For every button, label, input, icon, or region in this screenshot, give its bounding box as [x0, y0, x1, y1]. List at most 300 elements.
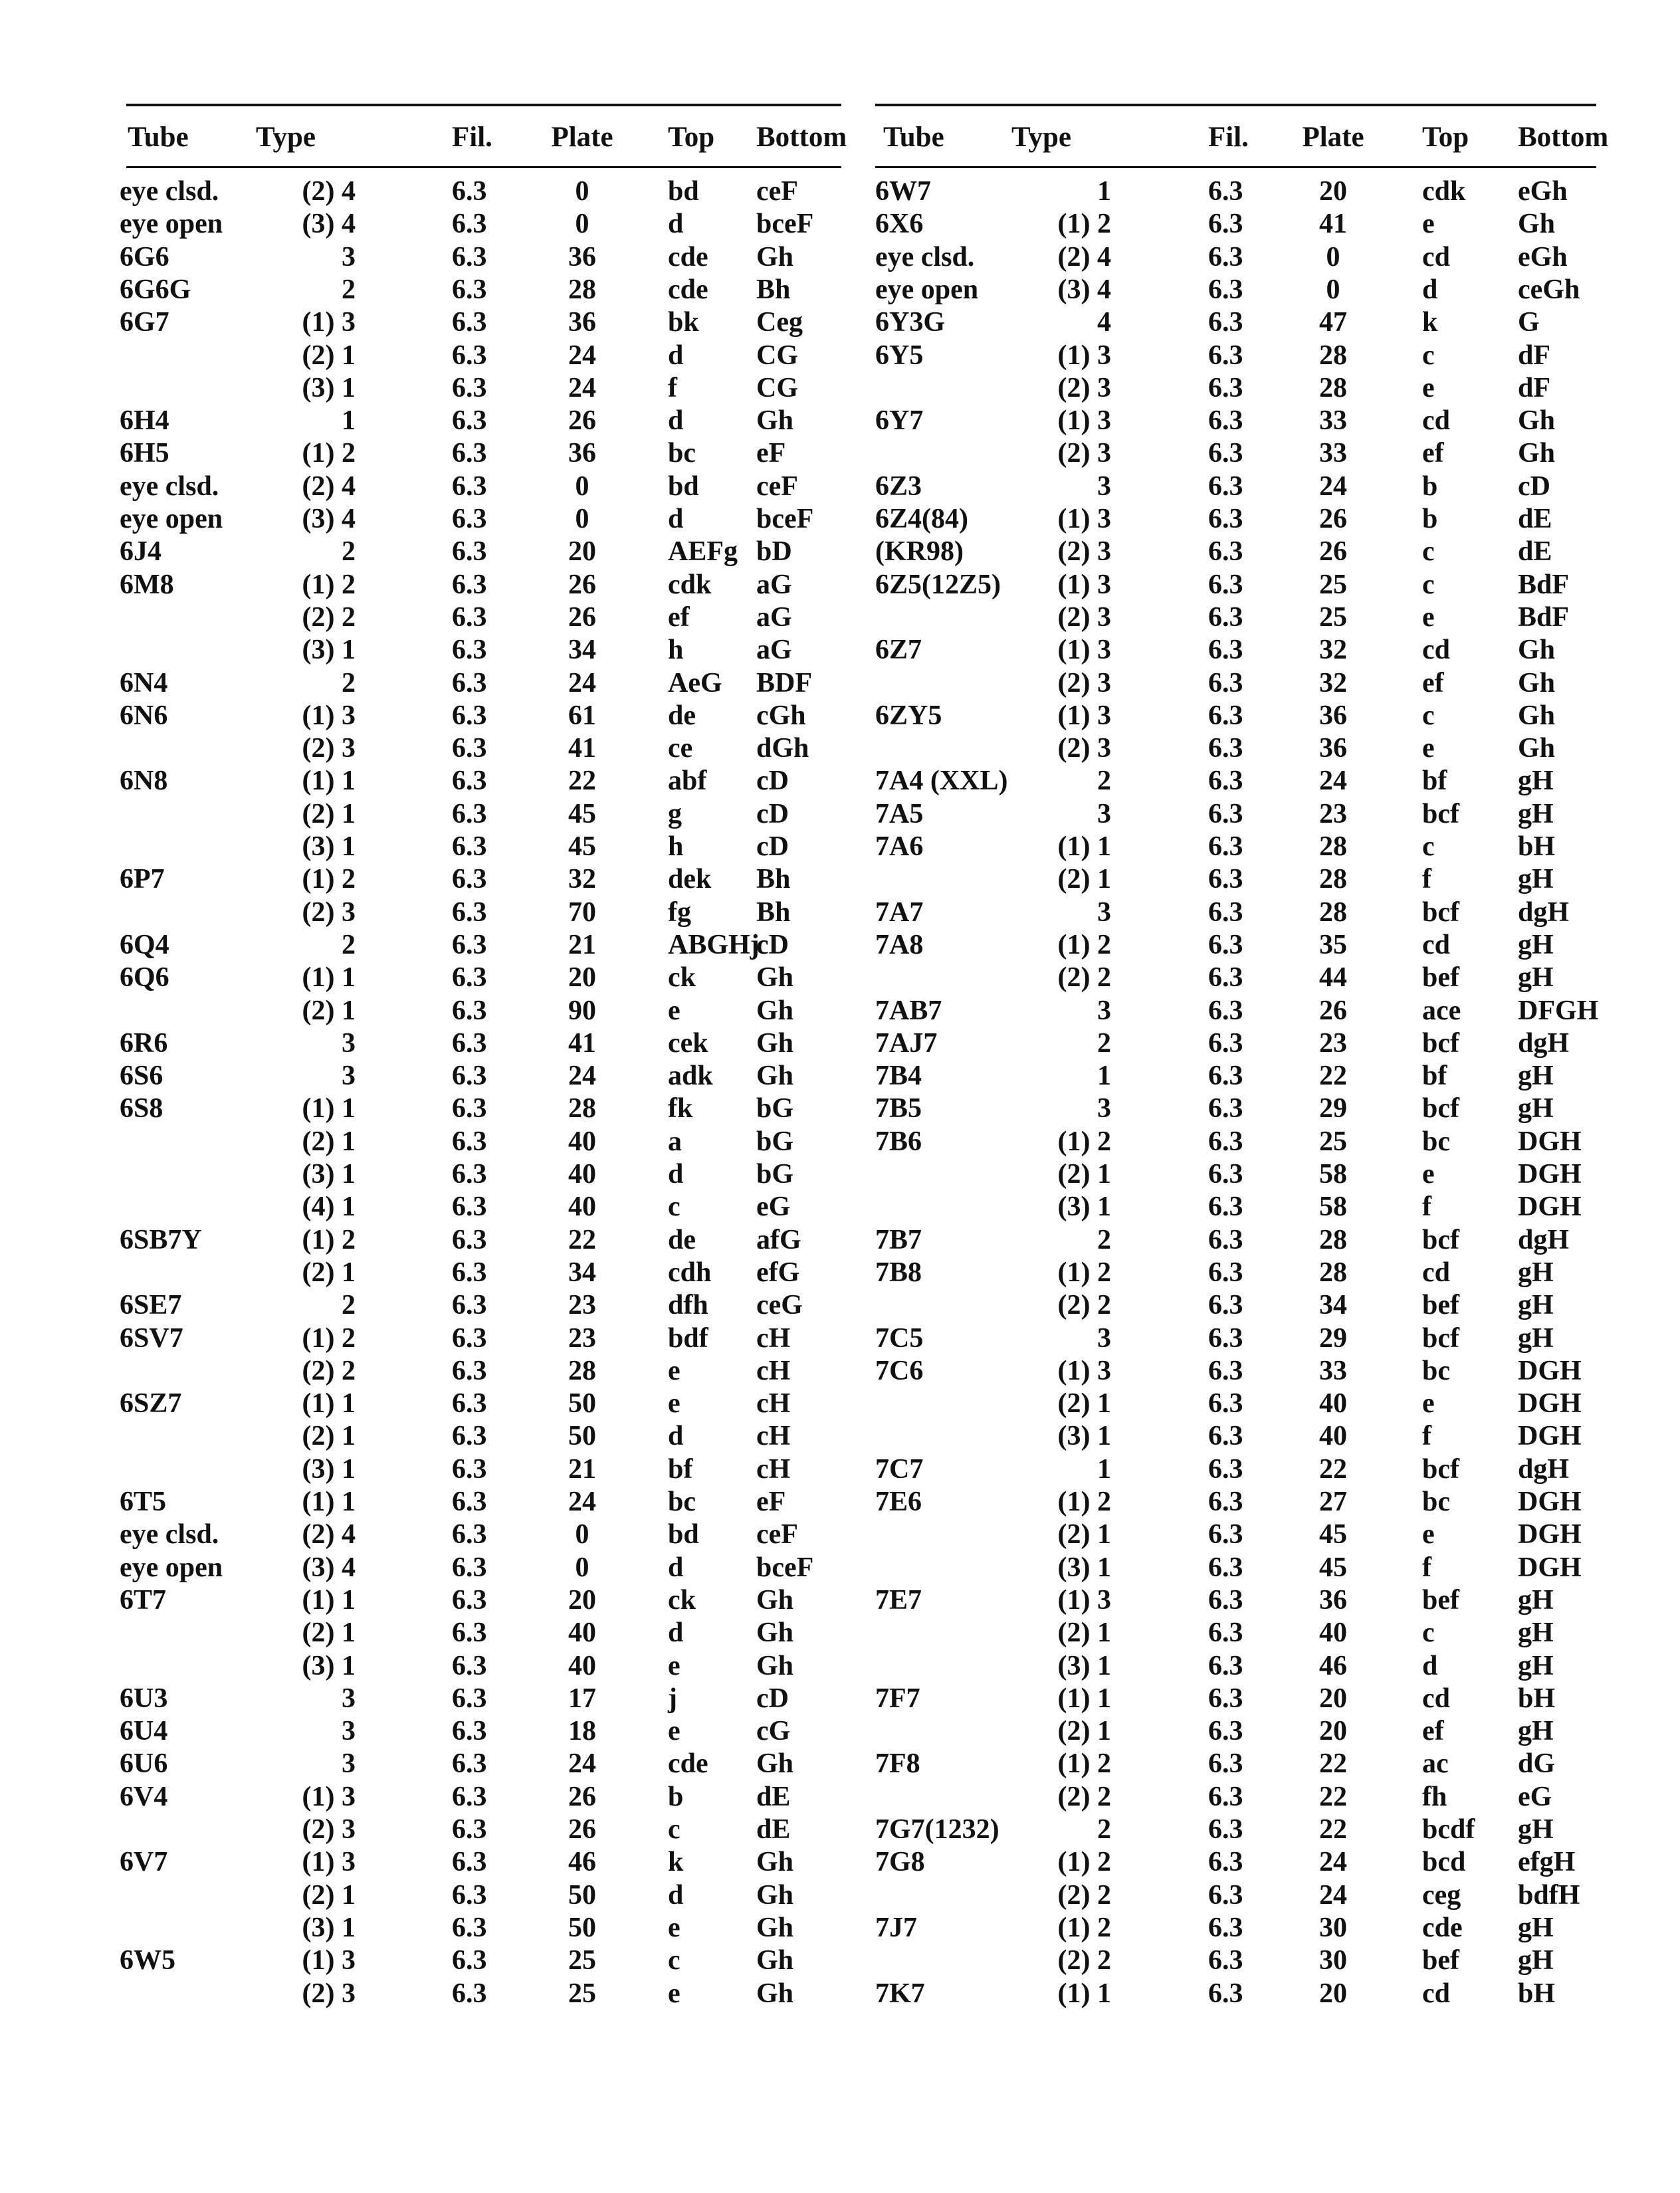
cell-bottom: eGh — [1518, 176, 1568, 207]
cell-top: bd — [668, 470, 699, 502]
cell-type: (1) 2 — [302, 569, 356, 600]
cell-plate: 36 — [568, 438, 596, 469]
cell-tube: 7A7 — [875, 896, 924, 928]
cell-plate: 28 — [1319, 864, 1347, 895]
cell-top: e — [668, 1650, 681, 1681]
cell-plate: 0 — [575, 176, 589, 207]
cell-type: 2 — [1097, 1224, 1111, 1255]
cell-top: cd — [1422, 241, 1450, 272]
cell-plate: 40 — [568, 1650, 596, 1681]
cell-type: (4) 1 — [302, 1192, 356, 1223]
cell-filament: 6.3 — [452, 1519, 487, 1550]
cell-tube: 6Y3G — [875, 307, 945, 338]
cell-filament: 6.3 — [452, 962, 487, 993]
cell-tube: 7A4 (XXL) — [875, 766, 1008, 797]
cell-bottom: bdfH — [1518, 1879, 1580, 1911]
cell-plate: 24 — [568, 340, 596, 371]
cell-tube: 6W5 — [120, 1945, 175, 1976]
cell-bottom: Gh — [756, 1618, 794, 1649]
cell-filament: 6.3 — [1208, 340, 1243, 371]
cell-bottom: gH — [1518, 1061, 1554, 1092]
cell-plate: 24 — [568, 1748, 596, 1780]
cell-filament: 6.3 — [1208, 1257, 1243, 1288]
cell-type: (3) 1 — [1057, 1192, 1111, 1223]
cell-plate: 70 — [568, 896, 596, 928]
cell-tube: 7G8 — [875, 1847, 925, 1878]
cell-bottom: gH — [1518, 1716, 1554, 1747]
cell-bottom: bceF — [756, 209, 814, 240]
cell-tube: 6Z7 — [875, 635, 922, 666]
cell-plate: 26 — [1319, 995, 1347, 1026]
cell-top: ceg — [1422, 1879, 1461, 1911]
cell-top: bcf — [1422, 1322, 1459, 1354]
cell-filament: 6.3 — [1208, 929, 1243, 960]
cell-filament: 6.3 — [1208, 1748, 1243, 1780]
cell-plate: 23 — [568, 1322, 596, 1354]
cell-plate: 40 — [1319, 1421, 1347, 1452]
cell-filament: 6.3 — [1208, 1945, 1243, 1976]
cell-bottom: dE — [1518, 504, 1552, 534]
cell-type: (2) 1 — [1057, 1618, 1111, 1649]
cell-bottom: dF — [1518, 372, 1551, 403]
cell-plate: 20 — [1319, 1683, 1347, 1714]
cell-top: bcdf — [1422, 1814, 1475, 1845]
cell-top: c — [668, 1814, 681, 1845]
column-header-tube: Tube — [883, 122, 944, 153]
cell-tube: 6V7 — [120, 1847, 168, 1878]
cell-top: e — [668, 1388, 681, 1419]
cell-filament: 6.3 — [1208, 1519, 1243, 1550]
cell-plate: 25 — [1319, 569, 1347, 600]
cell-type: (2) 1 — [302, 340, 356, 371]
cell-plate: 25 — [568, 1978, 596, 2009]
cell-plate: 45 — [1319, 1552, 1347, 1583]
cell-plate: 58 — [1319, 1192, 1347, 1223]
header-top-rule — [126, 104, 841, 106]
cell-tube: 6Z3 — [875, 470, 922, 502]
cell-top: bcf — [1422, 1027, 1459, 1059]
cell-filament: 6.3 — [452, 700, 487, 731]
cell-plate: 32 — [1319, 667, 1347, 698]
cell-top: d — [668, 1159, 684, 1190]
cell-plate: 20 — [1319, 176, 1347, 207]
cell-type: (2) 3 — [1057, 536, 1111, 568]
cell-type: (2) 3 — [302, 1978, 356, 2009]
cell-type: (3) 1 — [1057, 1552, 1111, 1583]
cell-top: bf — [668, 1453, 693, 1485]
cell-bottom: eG — [1518, 1781, 1552, 1812]
cell-top: bdf — [668, 1322, 708, 1354]
cell-tube: 6X6 — [875, 209, 924, 240]
cell-top: bc — [1422, 1355, 1450, 1386]
cell-tube: 7E7 — [875, 1584, 922, 1616]
cell-type: (3) 4 — [302, 209, 356, 240]
column-header-top: Top — [668, 122, 715, 153]
cell-type: (2) 2 — [1057, 1879, 1111, 1911]
cell-tube: 7B8 — [875, 1257, 922, 1288]
cell-bottom: Gh — [756, 405, 794, 437]
cell-type: (1) 2 — [1057, 1126, 1111, 1157]
cell-top: b — [1422, 504, 1438, 534]
cell-bottom: gH — [1518, 1093, 1554, 1124]
cell-plate: 20 — [568, 1584, 596, 1616]
cell-top: cek — [668, 1027, 708, 1059]
cell-tube: 6H5 — [120, 438, 169, 469]
cell-tube: 6G7 — [120, 307, 169, 338]
cell-bottom: Gh — [756, 1912, 794, 1943]
cell-top: bf — [1422, 1061, 1447, 1092]
cell-type: 1 — [1097, 176, 1111, 207]
cell-filament: 6.3 — [452, 340, 487, 371]
cell-filament: 6.3 — [1208, 995, 1243, 1026]
cell-top: ef — [1422, 667, 1444, 698]
cell-filament: 6.3 — [1208, 1093, 1243, 1124]
cell-plate: 0 — [575, 1552, 589, 1583]
cell-tube: 6Y5 — [875, 340, 924, 371]
cell-filament: 6.3 — [452, 504, 487, 534]
column-header-plate: Plate — [551, 122, 613, 153]
cell-filament: 6.3 — [1208, 1978, 1243, 2009]
cell-top: de — [668, 700, 696, 731]
cell-bottom: Bh — [756, 896, 791, 928]
cell-tube: 6G6 — [120, 241, 169, 272]
cell-top: bcd — [1422, 1847, 1466, 1878]
cell-top: e — [1422, 1519, 1435, 1550]
cell-top: bd — [668, 176, 699, 207]
cell-filament: 6.3 — [452, 798, 487, 829]
cell-plate: 28 — [568, 1355, 596, 1386]
cell-type: (2) 4 — [302, 1519, 356, 1550]
cell-filament: 6.3 — [452, 1781, 487, 1812]
cell-bottom: Gh — [756, 241, 794, 272]
cell-bottom: gH — [1518, 766, 1554, 797]
cell-bottom: Gh — [1518, 700, 1556, 731]
cell-type: (1) 2 — [1057, 929, 1111, 960]
cell-tube: 7J7 — [875, 1912, 917, 1943]
cell-top: adk — [668, 1061, 713, 1092]
cell-filament: 6.3 — [1208, 1388, 1243, 1419]
cell-bottom: gH — [1518, 1912, 1554, 1943]
cell-plate: 26 — [568, 601, 596, 633]
cell-type: (1) 2 — [302, 1322, 356, 1354]
cell-plate: 22 — [1319, 1814, 1347, 1845]
cell-tube: 7C5 — [875, 1322, 924, 1354]
cell-filament: 6.3 — [1208, 1847, 1243, 1878]
cell-plate: 28 — [1319, 1257, 1347, 1288]
cell-plate: 20 — [1319, 1978, 1347, 2009]
cell-plate: 25 — [568, 1945, 596, 1976]
cell-plate: 34 — [568, 635, 596, 666]
cell-tube: 6R6 — [120, 1027, 168, 1059]
cell-bottom: cG — [756, 1716, 791, 1747]
cell-bottom: cGh — [756, 700, 806, 731]
cell-bottom: aG — [756, 635, 792, 666]
cell-plate: 40 — [568, 1159, 596, 1190]
cell-top: cd — [1422, 929, 1450, 960]
cell-plate: 25 — [1319, 1126, 1347, 1157]
cell-filament: 6.3 — [452, 1093, 487, 1124]
cell-top: bcf — [1422, 896, 1459, 928]
cell-top: c — [668, 1192, 681, 1223]
cell-tube: 6G6G — [120, 274, 191, 305]
cell-filament: 6.3 — [1208, 1912, 1243, 1943]
cell-top: cd — [1422, 1257, 1450, 1288]
cell-type: (3) 1 — [302, 1159, 356, 1190]
cell-bottom: Gh — [1518, 405, 1556, 437]
cell-filament: 6.3 — [452, 995, 487, 1026]
cell-tube: 6SB7Y — [120, 1224, 202, 1255]
cell-filament: 6.3 — [452, 1421, 487, 1452]
cell-plate: 28 — [568, 274, 596, 305]
cell-bottom: gH — [1518, 1650, 1554, 1681]
cell-top: k — [1422, 307, 1438, 338]
cell-filament: 6.3 — [452, 536, 487, 568]
cell-type: 2 — [342, 929, 356, 960]
cell-filament: 6.3 — [1208, 1061, 1243, 1092]
cell-type: 3 — [342, 1027, 356, 1059]
cell-plate: 24 — [568, 667, 596, 698]
cell-plate: 36 — [1319, 1584, 1347, 1616]
cell-bottom: ceF — [756, 176, 798, 207]
cell-bottom: gH — [1518, 1814, 1554, 1845]
cell-tube: eye open — [120, 1552, 223, 1583]
cell-filament: 6.3 — [452, 1453, 487, 1485]
cell-type: (1) 1 — [1057, 1683, 1111, 1714]
cell-bottom: dG — [1518, 1748, 1556, 1780]
cell-plate: 50 — [568, 1388, 596, 1419]
cell-filament: 6.3 — [452, 1290, 487, 1321]
cell-bottom: dgH — [1518, 1224, 1570, 1255]
cell-bottom: DGH — [1518, 1552, 1582, 1583]
cell-bottom: cD — [1518, 470, 1550, 502]
cell-filament: 6.3 — [1208, 798, 1243, 829]
cell-plate: 40 — [568, 1618, 596, 1649]
cell-top: d — [668, 405, 684, 437]
cell-top: bef — [1422, 1584, 1459, 1616]
cell-type: (2) 3 — [1057, 601, 1111, 633]
cell-type: (1) 3 — [1057, 1355, 1111, 1386]
cell-top: c — [1422, 700, 1435, 731]
cell-top: k — [668, 1847, 684, 1878]
cell-type: (2) 1 — [1057, 1159, 1111, 1190]
cell-filament: 6.3 — [452, 1355, 487, 1386]
cell-bottom: Gh — [756, 1847, 794, 1878]
cell-type: (2) 1 — [302, 1257, 356, 1288]
cell-filament: 6.3 — [452, 1716, 487, 1747]
cell-type: 3 — [1097, 896, 1111, 928]
cell-plate: 22 — [1319, 1453, 1347, 1485]
cell-top: bd — [668, 1519, 699, 1550]
cell-top: bc — [1422, 1487, 1450, 1517]
cell-tube: 7A5 — [875, 798, 924, 829]
cell-plate: 32 — [568, 864, 596, 895]
cell-bottom: eF — [756, 438, 786, 469]
column-header-filament: Fil. — [1208, 122, 1249, 153]
cell-filament: 6.3 — [452, 176, 487, 207]
cell-bottom: Gh — [756, 1978, 794, 2009]
cell-plate: 30 — [1319, 1912, 1347, 1943]
cell-type: 2 — [342, 1290, 356, 1321]
cell-top: cde — [668, 274, 708, 305]
cell-tube: 6SZ7 — [120, 1388, 182, 1419]
cell-top: f — [1422, 1552, 1431, 1583]
cell-plate: 0 — [575, 209, 589, 240]
cell-plate: 33 — [1319, 438, 1347, 469]
cell-filament: 6.3 — [452, 1683, 487, 1714]
cell-top: e — [1422, 1159, 1435, 1190]
cell-filament: 6.3 — [452, 635, 487, 666]
cell-type: 3 — [342, 241, 356, 272]
cell-top: cdk — [668, 569, 712, 600]
cell-plate: 45 — [568, 831, 596, 862]
cell-top: ace — [1422, 995, 1461, 1026]
cell-plate: 28 — [1319, 372, 1347, 403]
cell-plate: 24 — [568, 1487, 596, 1517]
cell-bottom: Gh — [1518, 438, 1556, 469]
cell-filament: 6.3 — [1208, 1126, 1243, 1157]
cell-filament: 6.3 — [1208, 1552, 1243, 1583]
cell-tube: 6Q6 — [120, 962, 169, 993]
cell-tube: 6W7 — [875, 176, 931, 207]
cell-plate: 22 — [568, 766, 596, 797]
cell-tube: 7G7(1232) — [875, 1814, 999, 1845]
cell-bottom: eF — [756, 1487, 786, 1517]
cell-filament: 6.3 — [1208, 176, 1243, 207]
cell-tube: 6Z5(12Z5) — [875, 569, 1001, 600]
cell-bottom: dgH — [1518, 1027, 1570, 1059]
cell-plate: 30 — [1319, 1945, 1347, 1976]
cell-plate: 40 — [1319, 1388, 1347, 1419]
cell-bottom: BDF — [756, 667, 812, 698]
cell-bottom: dgH — [1518, 896, 1570, 928]
cell-type: (2) 1 — [302, 1618, 356, 1649]
cell-filament: 6.3 — [452, 1322, 487, 1354]
cell-bottom: Bh — [756, 274, 791, 305]
cell-type: 2 — [1097, 1027, 1111, 1059]
cell-type: (2) 1 — [302, 995, 356, 1026]
cell-bottom: Gh — [1518, 635, 1556, 666]
cell-type: (2) 3 — [1057, 438, 1111, 469]
cell-filament: 6.3 — [452, 766, 487, 797]
cell-filament: 6.3 — [1208, 1453, 1243, 1485]
cell-filament: 6.3 — [452, 1978, 487, 2009]
cell-type: (1) 2 — [1057, 1847, 1111, 1878]
cell-plate: 90 — [568, 995, 596, 1026]
cell-bottom: dgH — [1518, 1453, 1570, 1485]
cell-filament: 6.3 — [452, 1027, 487, 1059]
cell-plate: 25 — [1319, 601, 1347, 633]
cell-type: (2) 1 — [302, 1126, 356, 1157]
cell-bottom: gH — [1518, 1618, 1554, 1649]
cell-bottom: CG — [756, 372, 798, 403]
cell-top: d — [668, 1421, 684, 1452]
cell-top: cd — [1422, 405, 1450, 437]
column-header-plate: Plate — [1302, 122, 1364, 153]
cell-filament: 6.3 — [452, 1814, 487, 1845]
cell-top: d — [1422, 1650, 1438, 1681]
cell-filament: 6.3 — [1208, 307, 1243, 338]
cell-plate: 21 — [568, 929, 596, 960]
cell-bottom: DGH — [1518, 1487, 1582, 1517]
cell-type: (2) 2 — [302, 1355, 356, 1386]
cell-plate: 41 — [568, 733, 596, 764]
cell-type: (1) 3 — [1057, 340, 1111, 371]
cell-bottom: BdF — [1518, 569, 1570, 600]
cell-type: (1) 2 — [302, 438, 356, 469]
cell-type: (2) 2 — [1057, 1945, 1111, 1976]
cell-filament: 6.3 — [452, 601, 487, 633]
cell-top: fk — [668, 1093, 693, 1124]
cell-plate: 24 — [1319, 470, 1347, 502]
cell-type: (2) 3 — [302, 733, 356, 764]
cell-bottom: ceGh — [1518, 274, 1580, 305]
cell-type: (1) 1 — [302, 766, 356, 797]
cell-type: 1 — [342, 405, 356, 437]
cell-top: bef — [1422, 1945, 1459, 1976]
cell-bottom: bD — [756, 536, 792, 568]
cell-filament: 6.3 — [452, 307, 487, 338]
cell-top: a — [668, 1126, 682, 1157]
cell-tube: 6Q4 — [120, 929, 169, 960]
cell-tube: 6S6 — [120, 1061, 163, 1092]
cell-type: (3) 1 — [302, 635, 356, 666]
cell-bottom: Gh — [756, 1061, 794, 1092]
cell-type: (1) 2 — [1057, 1912, 1111, 1943]
cell-bottom: gH — [1518, 798, 1554, 829]
cell-top: bef — [1422, 1290, 1459, 1321]
cell-filament: 6.3 — [452, 864, 487, 895]
cell-type: (1) 2 — [1057, 1748, 1111, 1780]
cell-filament: 6.3 — [452, 733, 487, 764]
cell-top: c — [1422, 831, 1435, 862]
cell-type: (1) 3 — [302, 307, 356, 338]
cell-plate: 26 — [568, 1781, 596, 1812]
cell-type: (2) 3 — [302, 896, 356, 928]
cell-plate: 40 — [1319, 1618, 1347, 1649]
cell-type: (1) 3 — [1057, 405, 1111, 437]
cell-top: cd — [1422, 635, 1450, 666]
cell-bottom: Gh — [756, 1748, 794, 1780]
cell-plate: 24 — [568, 1061, 596, 1092]
cell-type: 3 — [1097, 1322, 1111, 1354]
cell-top: c — [1422, 1618, 1435, 1649]
cell-plate: 36 — [568, 241, 596, 272]
cell-top: b — [1422, 470, 1438, 502]
cell-type: (1) 3 — [302, 700, 356, 731]
cell-type: (1) 3 — [1057, 700, 1111, 731]
cell-type: (3) 1 — [302, 831, 356, 862]
cell-plate: 34 — [1319, 1290, 1347, 1321]
cell-type: (1) 1 — [1057, 1978, 1111, 2009]
cell-type: (1) 2 — [1057, 1257, 1111, 1288]
cell-bottom: DGH — [1518, 1192, 1582, 1223]
cell-filament: 6.3 — [1208, 241, 1243, 272]
cell-plate: 36 — [1319, 700, 1347, 731]
cell-bottom: ceG — [756, 1290, 803, 1321]
cell-bottom: Bh — [756, 864, 791, 895]
cell-filament: 6.3 — [1208, 1618, 1243, 1649]
cell-top: h — [668, 635, 684, 666]
cell-bottom: DGH — [1518, 1159, 1582, 1190]
cell-plate: 26 — [568, 405, 596, 437]
cell-filament: 6.3 — [1208, 700, 1243, 731]
cell-plate: 23 — [1319, 1027, 1347, 1059]
cell-plate: 41 — [568, 1027, 596, 1059]
cell-filament: 6.3 — [452, 405, 487, 437]
cell-bottom: bH — [1518, 831, 1556, 862]
cell-bottom: gH — [1518, 1257, 1554, 1288]
cell-filament: 6.3 — [1208, 1421, 1243, 1452]
